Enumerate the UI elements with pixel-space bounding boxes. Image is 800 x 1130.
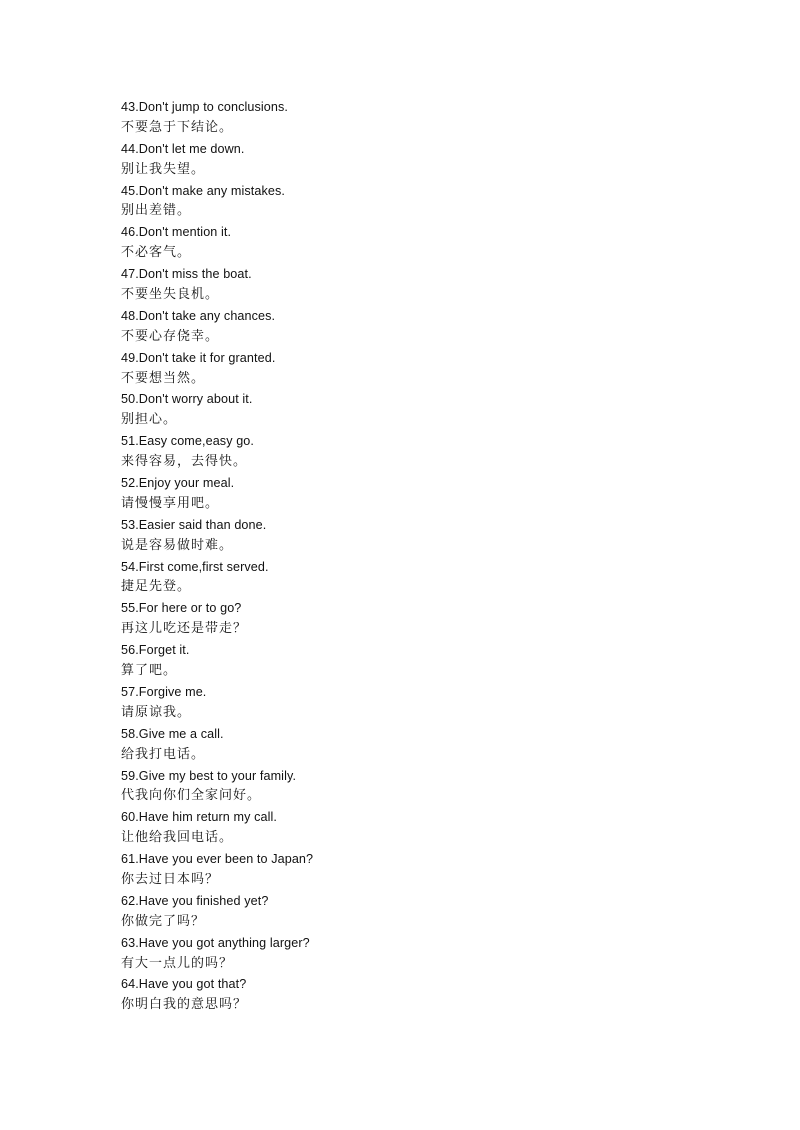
phrase-entry	[121, 389, 721, 431]
english-phrase: 48.Don't take any chances.	[121, 308, 276, 323]
english-phrase: 58.Give me a call.	[121, 726, 224, 741]
phrase-entry	[121, 181, 721, 223]
phrase-entry	[121, 807, 721, 849]
english-phrase: 63.Have you got anything larger?	[121, 935, 310, 950]
phrase-entry	[121, 139, 721, 181]
phrase-entry	[121, 682, 721, 724]
phrase-entry	[121, 849, 721, 891]
chinese-translation: 别让我失望。	[121, 161, 206, 177]
chinese-translation: 请慢慢享用吧。	[121, 495, 220, 511]
chinese-translation: 来得容易，去得快。	[121, 454, 248, 470]
chinese-translation: 别出差错。	[121, 203, 192, 219]
chinese-translation: 算了吧。	[121, 663, 178, 679]
english-phrase: 43.Don't jump to conclusions.	[121, 100, 289, 114]
chinese-translation: 不要心存侥幸。	[121, 328, 220, 344]
english-phrase: 53.Easier said than done.	[121, 517, 267, 532]
chinese-translation: 你明白我的意思吗？	[121, 997, 248, 1013]
chinese-translation: 不必客气。	[121, 245, 192, 261]
chinese-translation: 不要坐失良机。	[121, 287, 220, 303]
phrase-entry	[121, 473, 721, 515]
english-phrase: 56.Forget it.	[121, 643, 190, 658]
phrase-entry	[121, 598, 721, 640]
english-phrase: 50.Don't worry about it.	[121, 392, 253, 407]
chinese-translation: 别担心。	[121, 412, 178, 428]
english-phrase: 61.Have you ever been to Japan?	[121, 852, 314, 867]
english-phrase: 47.Don't miss the boat.	[121, 267, 252, 282]
phrase-entry	[121, 264, 721, 306]
chinese-translation: 说是容易做时难。	[121, 537, 234, 553]
chinese-translation: 代我向你们全家问好。	[121, 788, 262, 804]
english-phrase: 52.Enjoy your meal.	[121, 476, 235, 491]
phrase-entry	[121, 974, 721, 1016]
english-phrase: 51.Easy come,easy go.	[121, 434, 255, 449]
english-phrase: 46.Don't mention it.	[121, 225, 232, 240]
phrase-entry	[121, 222, 721, 264]
phrase-entry	[121, 348, 721, 390]
chinese-translation: 让他给我回电话。	[121, 830, 234, 846]
phrase-entry	[121, 766, 721, 808]
english-phrase: 59.Give my best to your family.	[121, 768, 297, 783]
english-phrase: 64.Have you got that?	[121, 977, 247, 992]
english-phrase: 62.Have you finished yet?	[121, 893, 269, 908]
english-phrase: 49.Don't take it for granted.	[121, 350, 276, 365]
phrase-entry	[121, 557, 721, 599]
phrase-entry	[121, 306, 721, 348]
english-phrase: 57.Forgive me.	[121, 684, 207, 699]
phrase-entry	[121, 97, 721, 139]
phrase-entry	[121, 640, 721, 682]
chinese-translation: 不要急于下结论。	[121, 119, 234, 135]
chinese-translation: 再这儿吃还是带走？	[121, 621, 248, 637]
chinese-translation: 捷足先登。	[121, 579, 192, 595]
chinese-translation: 给我打电话。	[121, 746, 206, 762]
chinese-translation: 不要想当然。	[121, 370, 206, 386]
phrase-entry	[121, 891, 721, 933]
english-phrase: 44.Don't let me down.	[121, 141, 245, 156]
english-phrase: 60.Have him return my call.	[121, 810, 277, 825]
chinese-translation: 你去过日本吗？	[121, 871, 220, 887]
phrase-entry	[121, 724, 721, 766]
phrase-entry	[121, 515, 721, 557]
phrase-entry	[121, 431, 721, 473]
english-phrase: 55.For here or to go?	[121, 601, 242, 616]
chinese-translation: 你做完了吗？	[121, 913, 206, 929]
phrase-list	[121, 97, 721, 1016]
english-phrase: 45.Don't make any mistakes.	[121, 183, 285, 198]
chinese-translation: 请原谅我。	[121, 704, 192, 720]
phrase-entry	[121, 933, 721, 975]
english-phrase: 54.First come,first served.	[121, 559, 269, 574]
chinese-translation: 有大一点儿的吗？	[121, 955, 234, 971]
